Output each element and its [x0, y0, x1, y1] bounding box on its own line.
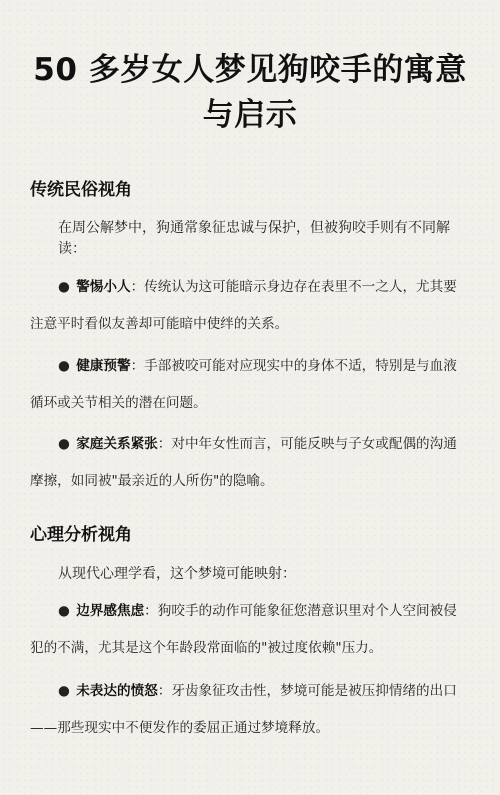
bullet-item	[30, 426, 470, 500]
bullet-text: ：狗咬手的动作可能象征您潜意识里对个人空间被侵犯的不满，尤其是这个年龄段常面临的"被过度依赖"压力。	[30, 603, 457, 656]
bullet-term: 警惕小人	[76, 279, 131, 295]
section-heading-psychology: 心理分析视角	[30, 525, 132, 545]
bullet-text: ：牙齿象征攻击性，梦境可能是被压抑情绪的出口——那些现实中不便发作的委屈正通过梦境释放。	[30, 683, 457, 736]
bullet-item	[30, 673, 470, 747]
bullet-term: 未表达的愤怒	[76, 683, 158, 699]
bullet-term: 家庭关系紧张	[76, 436, 158, 452]
page-title: 50 多岁女人梦见狗咬手的寓意与启示	[33, 52, 467, 133]
bullet-text: ：手部被咬可能对应现实中的身体不适，特别是与血液循环或关节相关的潜在问题。	[30, 358, 457, 411]
bullet-item	[30, 593, 470, 667]
bullet-dot-icon: ●	[58, 683, 70, 699]
bullet-term: 健康预警	[76, 358, 131, 374]
bullet-dot-icon: ●	[58, 358, 70, 374]
bullet-text: ：传统认为这可能暗示身边存在表里不一之人，尤其要注意平时看似友善却可能暗中使绊的关系。	[30, 279, 457, 332]
bullet-dot-icon: ●	[58, 436, 70, 452]
section-intro-folk: 在周公解梦中，狗通常象征忠诚与保护，但被狗咬手则有不同解读：	[58, 220, 450, 257]
bullet-item	[30, 269, 470, 343]
bullet-text: ：对中年女性而言，可能反映与子女或配偶的沟通摩擦，如同被"最亲近的人所伤"的隐喻。	[30, 436, 457, 489]
section-heading-folk: 传统民俗视角	[30, 180, 132, 200]
section-intro-psychology: 从现代心理学看，这个梦境可能映射：	[58, 566, 296, 582]
bullet-term: 边界感焦虑	[76, 603, 145, 619]
bullet-dot-icon: ●	[58, 603, 70, 619]
bullet-dot-icon: ●	[58, 279, 70, 295]
bullet-item	[30, 348, 470, 422]
